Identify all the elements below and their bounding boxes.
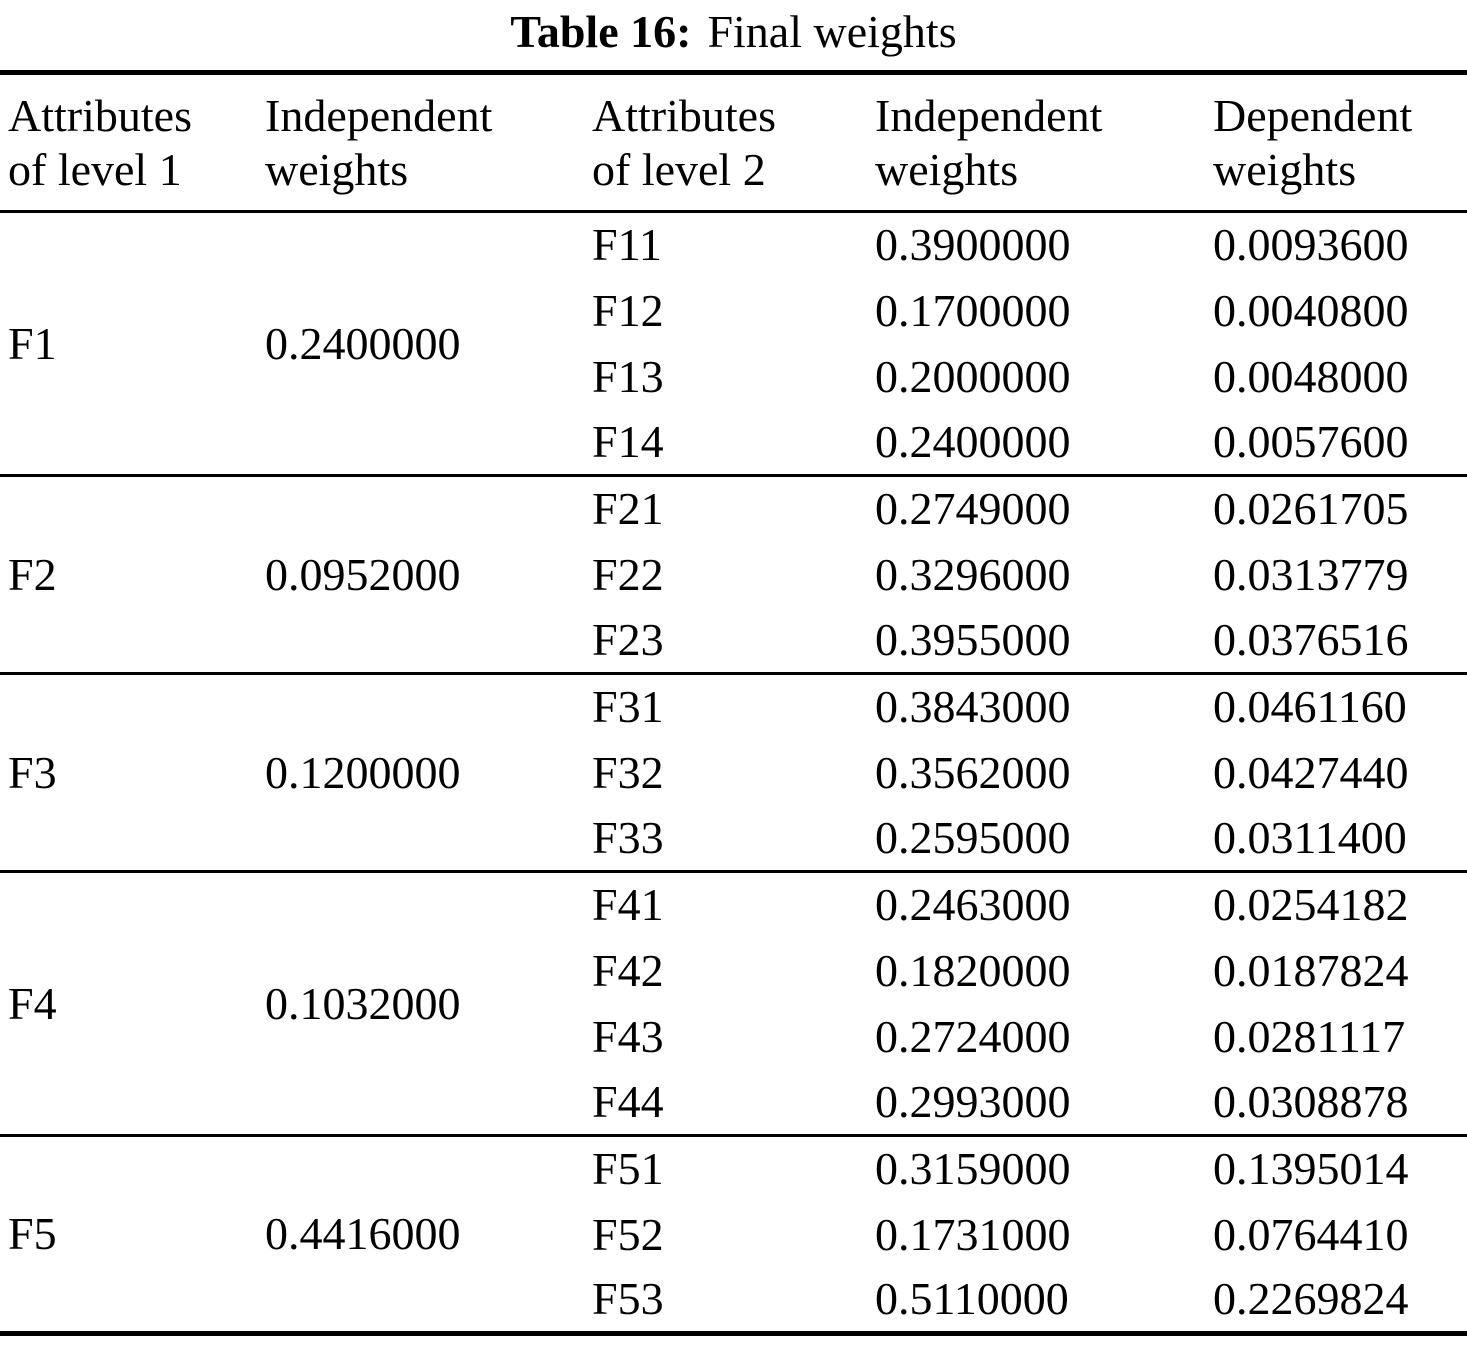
level2-attribute-cell: F22 [592,548,664,600]
table-row [0,673,1467,739]
level2-attribute-cell: F12 [592,284,664,336]
level1-independent-weight-cell: 0.2400000 [257,211,584,475]
level2-independent-weight-cell: 0.5110000 [875,1273,1069,1325]
col-header-independent-weights-level-2 [867,73,1205,212]
level2-attribute-cell: F41 [584,871,867,937]
dependent-weight-cell: 0.0040800 [1213,284,1409,336]
dependent-weight-cell: 0.0313779 [1213,548,1409,600]
level2-independent-weight-cell: 0.3843000 [867,673,1205,739]
level2-independent-weight-cell: 0.3296000 [875,548,1071,600]
level1-attribute-cell: F2 [0,475,257,673]
level2-independent-weight-cell: 0.1700000 [875,284,1071,336]
dependent-weight-cell: 0.0187824 [1213,944,1409,996]
header-line: of level 1 [8,144,182,196]
level1-attribute-cell: F1 [0,211,257,475]
level2-attribute-cell: F31 [584,673,867,739]
level1-independent-weight-cell: 0.1200000 [257,673,584,871]
dependent-weight-cell: 0.0764410 [1213,1208,1409,1260]
col-header-independent-weights-level-1 [257,73,584,212]
level2-independent-weight-cell: 0.2400000 [875,415,1071,467]
level2-independent-weight-cell: 0.2595000 [875,811,1071,863]
level2-independent-weight-cell: 0.2000000 [875,350,1071,402]
dependent-weight-cell: 0.0376516 [1213,613,1409,665]
table-header-row [0,73,1467,212]
level1-attribute-cell: F4 [0,871,257,1135]
col-header-attributes-level-1 [0,73,257,212]
level2-attribute-cell: F51 [584,1135,867,1201]
level2-independent-weight-cell: 0.2463000 [867,871,1205,937]
header-line: weights [875,144,1019,196]
dependent-weight-cell: 0.0427440 [1213,746,1409,798]
level2-attribute-cell: F14 [592,415,664,467]
level2-attribute-cell: F53 [592,1273,664,1325]
col-header-dependent-weights [1205,73,1467,212]
table-row [0,475,1467,541]
header-line: Attributes [8,90,192,141]
table-row [0,211,1467,277]
dependent-weight-cell: 0.0311400 [1213,811,1407,863]
level2-attribute-cell: F42 [592,944,664,996]
dependent-weight-cell: 0.0281117 [1213,1010,1406,1062]
dependent-weight-cell: 0.0048000 [1213,350,1409,402]
table-row [0,871,1467,937]
dependent-weight-cell: 0.0461160 [1205,673,1467,739]
level2-attribute-cell: F33 [592,811,664,863]
level2-attribute-cell: F13 [592,350,664,402]
dependent-weight-cell: 0.0254182 [1205,871,1467,937]
level2-attribute-cell: F43 [592,1010,664,1062]
level1-independent-weight-cell: 0.1032000 [257,871,584,1135]
level1-independent-weight-cell: 0.0952000 [257,475,584,673]
level2-independent-weight-cell: 0.1820000 [875,944,1071,996]
level2-attribute-cell: F23 [592,613,664,665]
table-caption-text: Final weights [707,6,957,57]
level2-independent-weight-cell: 0.3159000 [867,1135,1205,1201]
level2-independent-weight-cell: 0.2993000 [875,1075,1071,1127]
dependent-weight-cell: 0.0057600 [1213,415,1409,467]
header-line: Independent [265,90,493,141]
header-line: Attributes [592,90,776,141]
header-line: weights [1213,144,1357,196]
level2-attribute-cell: F44 [592,1075,664,1127]
dependent-weight-cell: 0.1395014 [1205,1135,1467,1201]
level1-attribute-cell: F5 [0,1135,257,1333]
level2-attribute-cell: F32 [592,746,664,798]
dependent-weight-cell: 0.0093600 [1205,211,1467,277]
level1-independent-weight-cell: 0.4416000 [257,1135,584,1333]
dependent-weight-cell: 0.2269824 [1213,1273,1409,1325]
level2-independent-weight-cell: 0.2749000 [867,475,1205,541]
header-line: Dependent [1213,90,1413,141]
level2-attribute-cell: F21 [584,475,867,541]
header-line: weights [265,144,409,196]
level2-attribute-cell: F11 [584,211,867,277]
level2-independent-weight-cell: 0.1731000 [875,1208,1071,1260]
dependent-weight-cell: 0.0261705 [1205,475,1467,541]
level2-independent-weight-cell: 0.3900000 [867,211,1205,277]
col-header-attributes-level-2 [584,73,867,212]
table-body [0,211,1467,1333]
table-caption-label: Table 16: [510,6,692,57]
dependent-weight-cell: 0.0308878 [1213,1075,1409,1127]
level2-attribute-cell: F52 [592,1208,664,1260]
level2-independent-weight-cell: 0.3955000 [875,613,1071,665]
level2-independent-weight-cell: 0.2724000 [875,1010,1071,1062]
header-line: of level 2 [592,144,766,196]
level1-attribute-cell: F3 [0,673,257,871]
table-row [0,1135,1467,1201]
header-line: Independent [875,90,1103,141]
level2-independent-weight-cell: 0.3562000 [875,746,1071,798]
final-weights-table [0,70,1467,1336]
table-caption [0,0,1467,70]
